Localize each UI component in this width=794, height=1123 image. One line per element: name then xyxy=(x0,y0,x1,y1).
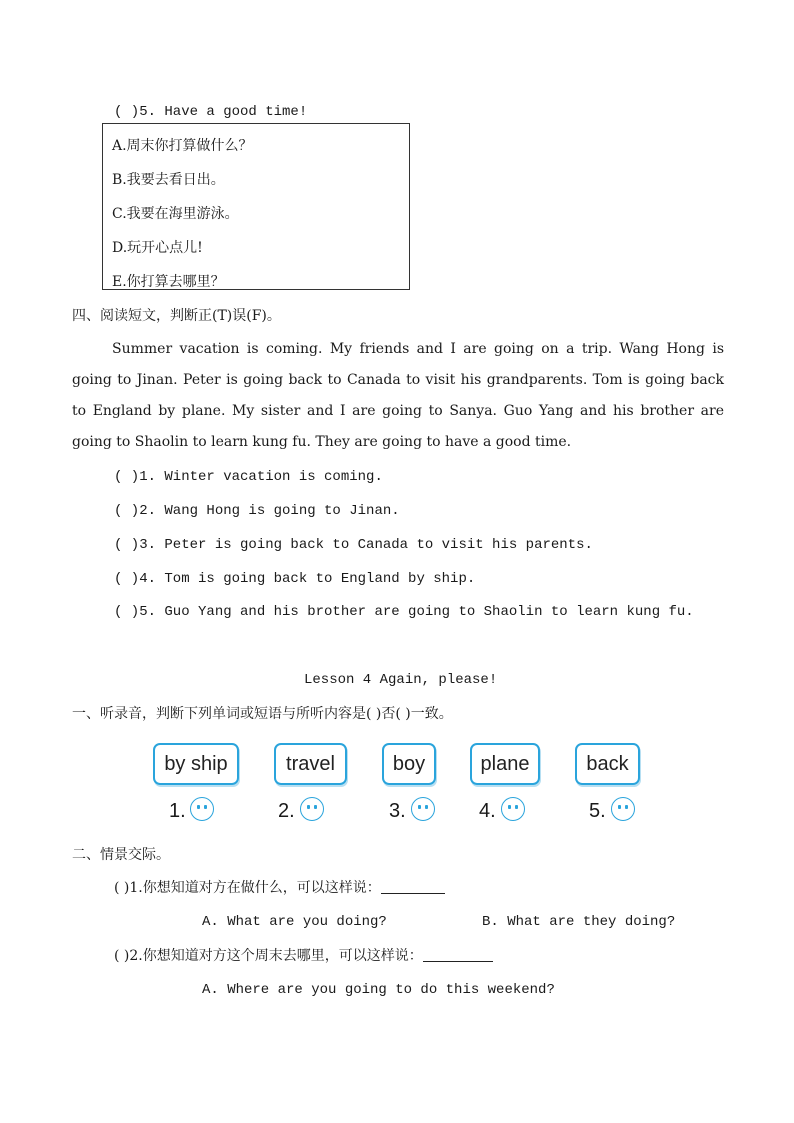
answer-blank[interactable] xyxy=(423,947,493,962)
situation-question-2 xyxy=(114,946,493,966)
matching-item-5: ( )5. Have a good time! xyxy=(114,104,308,120)
smiley-face-icon[interactable] xyxy=(501,797,525,821)
answer-number-5: 5. xyxy=(589,800,606,822)
situation-question-2-text: ( )2.你想知道对方这个周末去哪里，可以这样说： xyxy=(114,948,423,964)
option-e: E.你打算去哪里？ xyxy=(112,274,225,290)
smiley-face-icon[interactable] xyxy=(190,797,214,821)
tf-item-3: ( )3. Peter is going back to Canada to visit his parents. xyxy=(114,537,593,553)
part2-heading: 二、情景交际。 xyxy=(72,847,170,863)
option-a: A.周末你打算做什么？ xyxy=(112,138,253,154)
situation-question-1-text: ( )1.你想知道对方在做什么，可以这样说： xyxy=(114,880,381,896)
answer-blank[interactable] xyxy=(381,879,445,894)
answer-number-3: 3. xyxy=(389,800,406,822)
answer-number-2: 2. xyxy=(278,800,295,822)
answer-number-4: 4. xyxy=(479,800,496,822)
tf-item-5: ( )5. Guo Yang and his brother are going to Shaolin to learn kung fu. xyxy=(114,604,694,620)
answer-number-1: 1. xyxy=(169,800,186,822)
q2-option-a: A. Where are you going to do this weekend? xyxy=(202,982,555,998)
smiley-face-icon[interactable] xyxy=(611,797,635,821)
reading-passage: Summer vacation is coming. My friends and I are going on a trip. Wang Hong is going to Jinan. Peter is going back to Canada to visit his grandparents. Tom is going back to England by plane. My sister and I are going to Sanya. Guo Yang and his brother are going to Shaolin to learn kung fu. They are going to have a good time. xyxy=(72,341,724,450)
option-d: D.玩开心点儿! xyxy=(112,240,203,256)
part1-heading: 一、听录音，判断下列单词或短语与所听内容是( )否( )一致。 xyxy=(72,706,453,722)
word-card-plane: plane xyxy=(470,743,540,785)
word-card-boy: boy xyxy=(382,743,436,785)
tf-item-2: ( )2. Wang Hong is going to Jinan. xyxy=(114,503,400,519)
smiley-face-icon[interactable] xyxy=(411,797,435,821)
word-card-travel: travel xyxy=(274,743,347,785)
word-card-by-ship: by ship xyxy=(153,743,239,785)
option-c: C.我要在海里游泳。 xyxy=(112,206,239,222)
lesson-title: Lesson 4 Again, please! xyxy=(304,672,498,688)
situation-question-1 xyxy=(114,878,445,898)
section4-heading: 四、阅读短文，判断正(T)误(F)。 xyxy=(72,308,281,324)
tf-item-1: ( )1. Winter vacation is coming. xyxy=(114,469,383,485)
word-card-back: back xyxy=(575,743,640,785)
q1-option-b: B. What are they doing? xyxy=(482,914,676,930)
tf-item-4: ( )4. Tom is going back to England by ship. xyxy=(114,571,476,587)
option-b: B.我要去看日出。 xyxy=(112,172,225,188)
q1-option-a: A. What are you doing? xyxy=(202,914,387,930)
smiley-face-icon[interactable] xyxy=(300,797,324,821)
